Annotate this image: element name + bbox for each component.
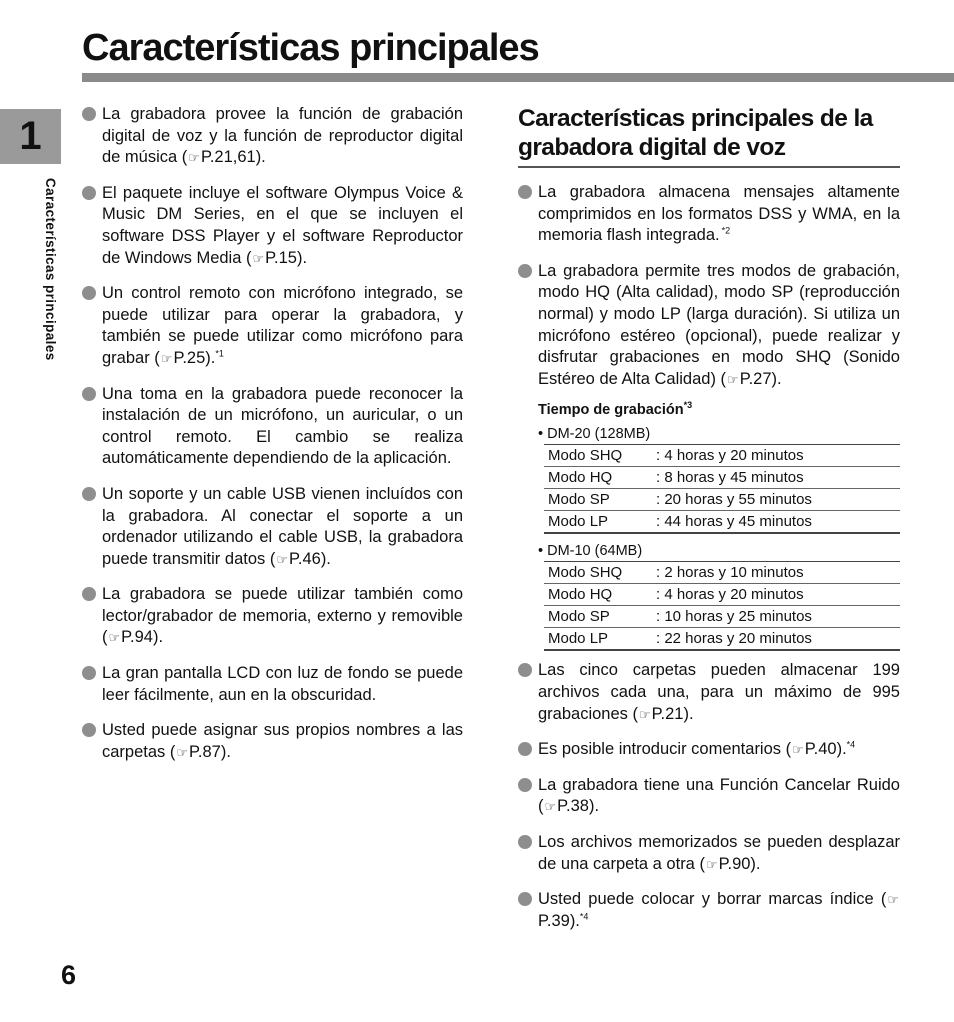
page-number: 6 <box>61 960 77 990</box>
page-reference[interactable]: P.21). <box>651 704 694 723</box>
mode-cell: Modo LP <box>544 628 652 651</box>
list-item <box>82 104 463 169</box>
hand-pointing-reference-icon: ☞ <box>792 742 804 758</box>
hand-pointing-reference-icon: ☞ <box>276 551 288 567</box>
list-item <box>518 775 900 818</box>
recording-time-table <box>544 561 900 651</box>
chapter-tab: 1 <box>0 109 61 164</box>
list-item <box>518 832 900 875</box>
bullet-dot-icon <box>518 892 532 906</box>
time-cell: : 10 horas y 25 minutos <box>652 606 900 628</box>
bullet-text: La grabadora almacena mensajes altamente comprimidos en los formatos DSS y WMA, en la memoria flash integrada. <box>538 183 900 245</box>
recording-time-heading: Tiempo de grabación$^{*3}$ <box>538 400 693 419</box>
footnote-marker: *4 <box>846 739 856 750</box>
bullet-dot-icon <box>518 264 532 278</box>
page-reference[interactable]: P.39). <box>538 911 580 930</box>
left-bullet-list <box>82 104 463 763</box>
model-label: • DM-20 (128MB) <box>538 426 651 443</box>
right-bullet-list-bottom <box>518 660 900 932</box>
bullet-text: El paquete incluye el software Olympus Voice & Music DM Series, en el que se incluyen el software DSS Player y el software Reproductor de Windows Media ( <box>102 183 463 267</box>
bullet-dot-icon <box>518 742 532 756</box>
hand-pointing-reference-icon: ☞ <box>638 706 651 722</box>
bullet-dot-icon <box>518 663 532 677</box>
bullet-dot-icon <box>82 587 96 601</box>
right-column <box>518 104 900 946</box>
bullet-text: La grabadora provee la función de grabación digital de voz y la función de reproductor digital de música ( <box>102 105 463 167</box>
bullet-dot-icon <box>82 286 96 300</box>
bullet-text: La grabadora se puede utilizar también como lector/grabador de memoria, externo y removible ( <box>102 585 463 647</box>
bullet-text: Una toma en la grabadora puede reconocer la instalación de un micrófono, un auricular, o un control remoto. El cambio se realiza automáticamente dependiendo de la aplicación. <box>102 384 463 468</box>
hand-pointing-reference-icon: ☞ <box>705 856 718 872</box>
time-cell: : 4 horas y 20 minutos <box>652 584 900 606</box>
mode-cell: Modo HQ <box>544 584 652 606</box>
hand-pointing-reference-icon: ☞ <box>544 799 557 815</box>
model-label: • DM-10 (64MB) <box>538 543 643 560</box>
bullet-text: Un control remoto con micrófono integrado, se puede utilizar para operar la grabadora, y también se puede utilizar como micrófono para grabar ( <box>102 284 463 367</box>
page-reference[interactable]: P.90). <box>718 854 761 873</box>
recording-time-table <box>544 444 900 534</box>
mode-cell: Modo LP <box>544 511 652 534</box>
table-row <box>544 562 900 584</box>
page-reference[interactable]: P.46). <box>289 549 331 568</box>
mode-cell: Modo SHQ <box>544 562 652 584</box>
page-reference[interactable]: P.27). <box>739 369 782 388</box>
bullet-text: Los archivos memorizados se pueden desplazar de una carpeta a otra ( <box>538 832 900 873</box>
list-item <box>518 261 900 391</box>
list-item <box>82 663 463 706</box>
time-cell: : 22 horas y 20 minutos <box>652 628 900 651</box>
page-reference[interactable]: P.15). <box>265 248 308 267</box>
bullet-dot-icon <box>82 666 96 680</box>
list-item <box>518 739 900 761</box>
hand-pointing-reference-icon: ☞ <box>160 350 173 366</box>
right-bullet-list-top <box>518 182 900 390</box>
bullet-text: Un soporte y un cable USB vienen incluídos con la grabadora. Al conectar el soporte a un ordenador utilizando el cable USB, la grabadora puede transmitir datos ( <box>102 484 463 568</box>
bullet-dot-icon <box>518 185 532 199</box>
time-cell: : 8 horas y 45 minutos <box>652 467 900 489</box>
bullet-dot-icon <box>82 107 96 121</box>
list-item <box>518 889 900 932</box>
bullet-text: La grabadora tiene una Función Cancelar Ruido ( <box>538 775 900 816</box>
bullet-dot-icon <box>82 723 96 737</box>
table-row <box>544 606 900 628</box>
bullet-dot-icon <box>82 387 96 401</box>
bullet-text: Es posible introducir comentarios ( <box>538 740 792 759</box>
page-reference[interactable]: P.38). <box>557 797 600 816</box>
footnote-marker: *1 <box>215 348 224 359</box>
page-reference[interactable]: P.87). <box>189 742 231 761</box>
list-item <box>518 660 900 725</box>
list-item <box>82 484 463 570</box>
page-reference[interactable]: P.21,61). <box>200 148 266 167</box>
table-row <box>544 467 900 489</box>
hand-pointing-reference-icon: ☞ <box>252 250 265 266</box>
bullet-text: Las cinco carpetas pueden almacenar 199 archivos cada una, para un máximo de 995 grabaciones ( <box>538 661 900 723</box>
time-cell: : 2 horas y 10 minutos <box>652 562 900 584</box>
hand-pointing-reference-icon: ☞ <box>727 371 739 387</box>
side-chapter-label: Características principales <box>43 178 58 361</box>
bullet-text: Usted puede asignar sus propios nombres a las carpetas ( <box>102 721 463 761</box>
hand-pointing-reference-icon: ☞ <box>188 150 200 166</box>
mode-cell: Modo SP <box>544 606 652 628</box>
title-rule <box>82 73 954 82</box>
bullet-dot-icon <box>518 778 532 792</box>
time-cell: : 44 horas y 45 minutos <box>652 511 900 534</box>
page-title: Características principales <box>82 27 539 69</box>
list-item <box>82 283 463 369</box>
recording-time-model-1 <box>518 426 900 534</box>
table-row <box>544 584 900 606</box>
table-row <box>544 489 900 511</box>
mode-cell: Modo HQ <box>544 467 652 489</box>
table-row <box>544 628 900 651</box>
table-row <box>544 511 900 534</box>
recording-time-model-2 <box>518 543 900 651</box>
list-item <box>518 182 900 247</box>
hand-pointing-reference-icon: ☞ <box>887 892 899 908</box>
left-column <box>82 104 463 777</box>
time-cell: : 20 horas y 55 minutos <box>652 489 900 511</box>
mode-cell: Modo SP <box>544 489 652 511</box>
footnote-marker: *4 <box>579 911 589 922</box>
time-cell: : 4 horas y 20 minutos <box>652 445 900 467</box>
bullet-text: La gran pantalla LCD con luz de fondo se puede leer fácilmente, aun en la obscuridad. <box>102 664 463 704</box>
table-row <box>544 445 900 467</box>
list-item <box>82 384 463 470</box>
page-reference[interactable]: P.40). <box>804 740 847 759</box>
list-item <box>82 584 463 649</box>
list-item <box>82 720 463 763</box>
footnote-marker: *2 <box>721 225 731 236</box>
section-title: Características principales de la grabadora digital de voz <box>518 104 900 168</box>
page-reference[interactable]: P.94). <box>121 628 164 647</box>
bullet-text: Usted puede colocar y borrar marcas índice ( <box>538 890 887 909</box>
bullet-dot-icon <box>82 487 96 501</box>
hand-pointing-reference-icon: ☞ <box>108 630 121 646</box>
list-item <box>82 183 463 269</box>
bullet-text: La grabadora permite tres modos de grabación, modo HQ (Alta calidad), modo SP (reproducción normal) y modo LP (larga duración). Si utiliza un micrófono estéreo (opcional), puede realizar y disfrutar grabaciones en modo SHQ (Sonido Estéreo de Alta Calidad) ( <box>538 261 900 388</box>
page-reference[interactable]: P.25). <box>173 348 216 367</box>
mode-cell: Modo SHQ <box>544 445 652 467</box>
bullet-dot-icon <box>82 186 96 200</box>
hand-pointing-reference-icon: ☞ <box>176 744 189 760</box>
bullet-dot-icon <box>518 835 532 849</box>
